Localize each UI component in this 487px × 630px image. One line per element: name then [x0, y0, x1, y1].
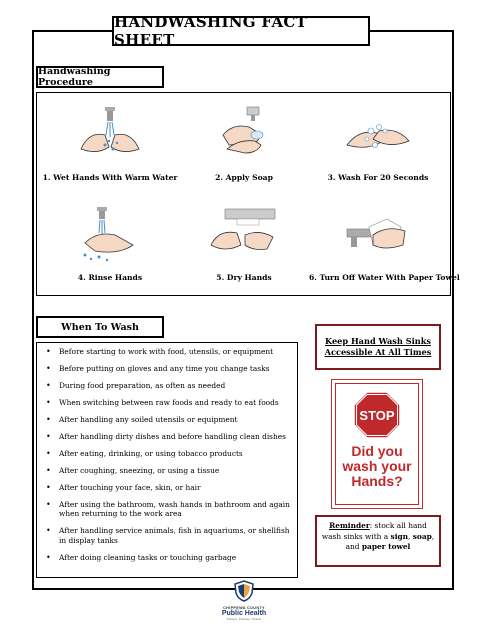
reminder-text: : stock all hand wash sinks with a: [321, 521, 427, 541]
bullet-icon: •: [46, 552, 51, 562]
step-label: 2. Apply Soap: [215, 173, 273, 182]
list-item: [43, 526, 291, 545]
stop-sign-icon: [352, 390, 402, 440]
shield-icon: [233, 580, 255, 602]
when-list: [37, 343, 297, 562]
list-item: [43, 553, 291, 562]
list-item-text: When switching between raw foods and ready to eat foods: [59, 398, 279, 407]
procedure-step-3: [309, 105, 447, 182]
procedure-step-1: [41, 105, 179, 182]
list-item: [43, 398, 291, 407]
sign-message: [342, 444, 411, 489]
reminder-text-b: , and: [345, 531, 435, 552]
list-item-text: After handling service animals, fish in aquariums, or shellfish in display tanks: [59, 526, 290, 545]
procedure-heading: Handwashing Procedure: [36, 66, 164, 88]
bullet-icon: •: [46, 466, 51, 475]
list-item: [43, 415, 291, 424]
stop-sign-poster: [331, 379, 423, 509]
reminder-sign: sign: [390, 531, 409, 541]
list-item: [43, 381, 291, 390]
apply-soap-icon: [209, 105, 279, 163]
bullet-icon: •: [46, 500, 51, 509]
procedure-step-6: [309, 205, 460, 282]
sign-inner: [335, 383, 419, 505]
reminder-soap: soap: [412, 531, 432, 541]
stop-sign-text: STOP: [359, 408, 395, 423]
sign-line-1: Did you: [351, 443, 403, 459]
list-item-text: Before putting on gloves and any time you change tasks: [59, 364, 270, 373]
list-item-text: After touching your face, skin, or hair: [59, 483, 201, 492]
rinse-hands-icon: [75, 205, 145, 263]
public-health-logo: [212, 580, 276, 626]
list-item-text: After eating, drinking, or using tobacco products: [59, 449, 243, 458]
list-item: [43, 483, 291, 492]
reminder-sep: ,: [408, 531, 413, 541]
list-item: [43, 449, 291, 458]
bullet-icon: •: [46, 483, 51, 492]
list-item-text: Before starting to work with food, utensils, or equipment: [59, 347, 274, 356]
reminder-notice: [315, 515, 441, 567]
logo-name: Public Health: [221, 610, 267, 617]
scrub-hands-icon: [343, 105, 413, 163]
paper-towel-dispenser-icon: [209, 205, 279, 263]
logo-tagline: Prevent · Promote · Protect: [226, 617, 262, 621]
step-label: 1. Wet Hands With Warm Water: [42, 173, 178, 182]
when-heading: When To Wash: [36, 316, 164, 338]
bullet-icon: •: [46, 381, 51, 390]
list-item-text: During food preparation, as often as needed: [59, 381, 226, 390]
bullet-icon: •: [46, 398, 51, 407]
reminder-towel: paper towel: [361, 542, 411, 552]
list-item: [43, 364, 291, 373]
procedure-panel: [36, 92, 460, 296]
procedure-step-2: [175, 105, 313, 182]
keep-sinks-notice: Keep Hand Wash Sinks Accessible At All Times: [315, 324, 441, 370]
sign-line-2: wash your: [342, 458, 412, 474]
list-item: [43, 500, 291, 519]
bullet-icon: •: [46, 347, 51, 356]
page-title: HANDWASHING FACT SHEET: [112, 16, 370, 46]
list-item-text: After using the bathroom, wash hands in bathroom and again when returning to the work area: [59, 500, 290, 519]
list-item-text: After handling dirty dishes and before handling clean dishes: [59, 432, 286, 441]
bullet-icon: •: [46, 364, 51, 373]
step-label: 3. Wash For 20 Seconds: [327, 173, 429, 182]
step-label: 6. Turn Off Water With Paper Towel: [309, 273, 460, 282]
bullet-icon: •: [46, 415, 51, 424]
reminder-label: Reminder: [329, 521, 370, 530]
list-item: [43, 466, 291, 475]
bullet-icon: •: [46, 526, 51, 536]
logo-county: CHIPPEWA COUNTY: [223, 606, 265, 610]
list-item: [43, 432, 291, 441]
faucet-wet-hands-icon: [75, 105, 145, 163]
faucet-paper-towel-icon: [343, 205, 413, 263]
list-item-text: After doing cleaning tasks or touching garbage: [59, 552, 237, 562]
list-item-text: After handling any soiled utensils or equipment: [59, 415, 238, 424]
sign-line-3: Hands?: [351, 473, 403, 489]
when-panel: [36, 342, 298, 578]
step-label: 4. Rinse Hands: [77, 273, 143, 282]
list-item: [43, 347, 291, 356]
bullet-icon: •: [46, 432, 51, 441]
bullet-icon: •: [46, 449, 51, 458]
procedure-step-4: [41, 205, 179, 282]
step-label: 5. Dry Hands: [216, 273, 272, 282]
procedure-step-5: [175, 205, 313, 282]
list-item-text: After coughing, sneezing, or using a tissue: [59, 466, 220, 475]
